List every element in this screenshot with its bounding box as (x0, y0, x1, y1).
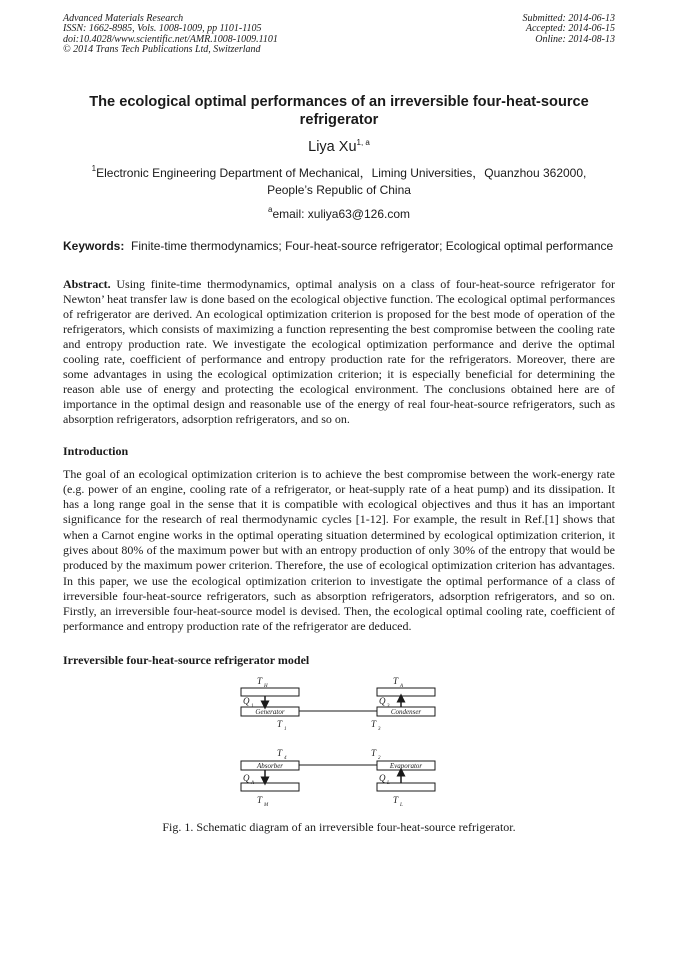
keywords-text: Finite-time thermodynamics; Four-heat-source refrigerator; Ecological optimal performance (131, 239, 614, 253)
email-text: email: xuliya63@126.com (272, 207, 411, 221)
journal-issn: ISSN: 1662-8985, Vols. 1008-1009, pp 1101-1105 (63, 23, 262, 35)
svg-text:T: T (371, 747, 377, 758)
email (63, 205, 615, 221)
evaporator-label: Evaporator (389, 761, 423, 770)
svg-text:Q: Q (379, 695, 386, 706)
svg-text:T: T (277, 718, 283, 729)
label-tm (257, 795, 269, 808)
author-name: Liya Xu (308, 139, 357, 155)
label-ta-top (393, 676, 404, 689)
svg-text:T: T (393, 794, 399, 805)
svg-text:2: 2 (378, 755, 381, 761)
journal-info (63, 14, 278, 55)
reservoir-th-bar (241, 688, 299, 696)
svg-text:3: 3 (387, 703, 390, 709)
author-sup: 1, a (356, 138, 370, 147)
label-t1 (277, 719, 287, 732)
svg-text:T: T (277, 747, 283, 758)
label-t4 (277, 748, 287, 761)
introduction-text: The goal of an ecological optimization criterion is to achieve the best compromise between the work-energy rate (e.g. power of an engine, cooling rate of a refrigerator, or heat-supply rate of a heat pump) and its dissipation. It has a long range goal in the sense that it is compatible with ecological objectives and thus it has an important significance for the research of real thermodynamic cycles [1-12]. For example, the result in Ref.[1] shows that when a Carnot engine works in the optimal operating situation determined by ecological optimization criterion, it gives about 80% of the maximum power but with an entropy production of only 30% of the entropy that would be produced by the maximum power criterion. Therefore, the use of ecological optimization criterion has advantages. In this paper, we use the ecological optimization criterion to investigate the optimal performance of a class of irreversible four-heat-source refrigerators, such as absorption refrigerators, adsorption refrigerators, and so on. Firstly, an irreversible four-heat-source model is devised. Then, the ecological optimal cooling rate, coefficient of performance and entropy production rate of the refrigerator are deduced. (63, 466, 615, 634)
email-sup: a (267, 205, 273, 214)
generator-label: Generator (255, 707, 285, 716)
affiliation-line-2: People’s Republic of China (267, 183, 411, 197)
paper-title: The ecological optimal performances of an irreversible four-heat-source refrigerator (89, 94, 589, 128)
svg-text:T: T (371, 718, 377, 729)
svg-text:Q: Q (379, 772, 386, 783)
journal-name: Advanced Materials Research (63, 13, 184, 24)
svg-text:Q: Q (243, 772, 250, 783)
abstract-text: Using finite-time thermodynamics, optimal analysis on a class of four-heat-source refrigerator for Newton’ heat transfer law is done based on the ecological objective function. The ecological optimal performances of refrigerator are derived. An ecological optimization criterion is proposed for the best mode of operation of the refrigerators, which consists of maximizing a function representing the best compromise between the cooling rate and entropy production rate. We investigate the ecological optimization performance and derive the optimal cooling rate, coefficient of performance and entropy production rate for the refrigerators. Moreover, there are some advantages in using the ecological optimization criterion; it is especially beneficial for determining the reason able use of energy and protecting the ecological environment. The conclusions obtained here are of importance in the optimal design and reasonable use of the energy of real four-heat-source refrigerators, such as absorption refrigerators, adsorption refrigerators, and so on. (63, 276, 616, 426)
keywords-label: Keywords: (63, 239, 125, 253)
journal-copyright: © 2014 Trans Tech Publications Ltd, Switzerland (63, 43, 261, 55)
svg-text:Q: Q (243, 695, 250, 706)
model-heading: Irreversible four-heat-source refrigerator model (63, 652, 310, 667)
schematic-figure (63, 670, 615, 818)
svg-text:A: A (251, 780, 255, 786)
author (63, 138, 615, 155)
refrigerator-schematic (63, 670, 615, 818)
svg-text:4: 4 (284, 755, 287, 761)
svg-text:T: T (257, 794, 263, 805)
reservoir-ta-top-bar (377, 688, 435, 696)
svg-text:M: M (264, 802, 269, 808)
svg-text:T: T (393, 675, 399, 686)
affiliation (63, 160, 615, 199)
condenser-label: Condenser (390, 707, 422, 716)
svg-text:L: L (387, 780, 390, 786)
figure-caption: Fig. 1. Schematic diagram of an irreversible four-heat-source refrigerator. (162, 819, 516, 834)
svg-text:1: 1 (284, 726, 287, 732)
label-qa-bottom (243, 773, 255, 786)
svg-text:T: T (257, 675, 263, 686)
svg-text:3: 3 (378, 726, 381, 732)
svg-text:H: H (264, 683, 268, 689)
label-t2 (371, 748, 381, 761)
submitted-date: Submitted: 2014-06-13 (522, 13, 615, 24)
label-th (257, 676, 268, 689)
paper-page (63, 14, 615, 835)
svg-text:A: A (400, 683, 404, 689)
label-ql (379, 773, 390, 786)
submission-dates (523, 14, 616, 45)
affiliation-sup: 1 (91, 164, 97, 173)
journal-header (63, 14, 615, 64)
affiliation-line-1: Electronic Engineering Department of Mechanical，Liming Universities，Quanzhou 362000, (96, 166, 587, 180)
abstract-label: Abstract. (63, 276, 111, 291)
label-tl (393, 795, 403, 808)
label-t3 (371, 719, 381, 732)
svg-text:1: 1 (251, 703, 254, 709)
accepted-date: Accepted: 2014-06-15 (525, 23, 615, 35)
absorber-label: Absorber (256, 761, 284, 770)
introduction-heading: Introduction (63, 443, 129, 458)
journal-doi: doi:10.4028/www.scientific.net/AMR.1008-1009.1101 (63, 33, 278, 45)
online-date: Online: 2014-08-13 (535, 33, 615, 45)
keywords (63, 239, 615, 254)
abstract (63, 277, 615, 427)
svg-text:L: L (400, 802, 403, 808)
reservoir-tl-bar (377, 780, 435, 791)
reservoir-tm-bar (241, 780, 299, 791)
